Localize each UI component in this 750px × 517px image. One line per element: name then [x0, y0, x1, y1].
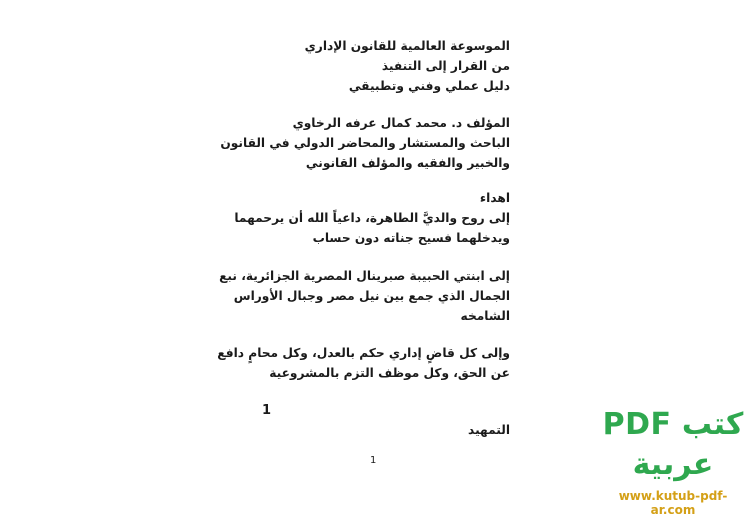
watermark-logo: كتب PDF عربية	[602, 407, 744, 482]
book-tagline: دليل عملي وفني وتطبيقي	[348, 79, 510, 93]
daughter-line-2: الجمال الذي جمع بين نيل مصر وجبال الأوراس	[233, 289, 510, 303]
watermark	[598, 405, 748, 517]
general-dedication-block	[210, 343, 510, 383]
dedication-block	[210, 188, 510, 248]
dedication-line-2: ويدخلهما فسيح جناته دون حساب	[312, 231, 510, 245]
author-role-line-2: والخبير والفقيه والمؤلف القانوني	[305, 156, 510, 170]
general-line-2: عن الحق، وكل موظف التزم بالمشروعية	[269, 366, 510, 380]
book-title: الموسوعة العالمية للقانون الإداري	[304, 39, 510, 53]
author-block	[210, 113, 510, 173]
section-number: 1	[262, 403, 272, 418]
daughter-line-1: إلى ابنتي الحبيبة صبرينال المصرية الجزائرية، نبع	[219, 269, 510, 283]
title-block	[210, 36, 510, 96]
book-subtitle: من القرار إلى التنفيذ	[381, 59, 510, 73]
intro-heading: التمهيد	[468, 423, 510, 437]
page-number: 1	[370, 455, 377, 466]
dedication-line-1: إلى روح والديَّ الطاهرة، داعياً الله أن يرحمهما	[234, 211, 510, 225]
daughter-dedication-block	[210, 266, 510, 326]
author-name: المؤلف د. محمد كمال عرفه الرخاوي	[292, 116, 510, 130]
general-line-1: وإلى كل قاضٍ إداري حكم بالعدل، وكل محامٍ دافع	[217, 346, 510, 360]
watermark-url: www.kutub-pdf-ar.com	[618, 489, 728, 517]
daughter-line-3: الشامخه	[460, 309, 510, 323]
author-role-line-1: الباحث والمستشار والمحاضر الدولي في القانون	[220, 136, 510, 150]
dedication-heading: اهداء	[479, 191, 510, 205]
